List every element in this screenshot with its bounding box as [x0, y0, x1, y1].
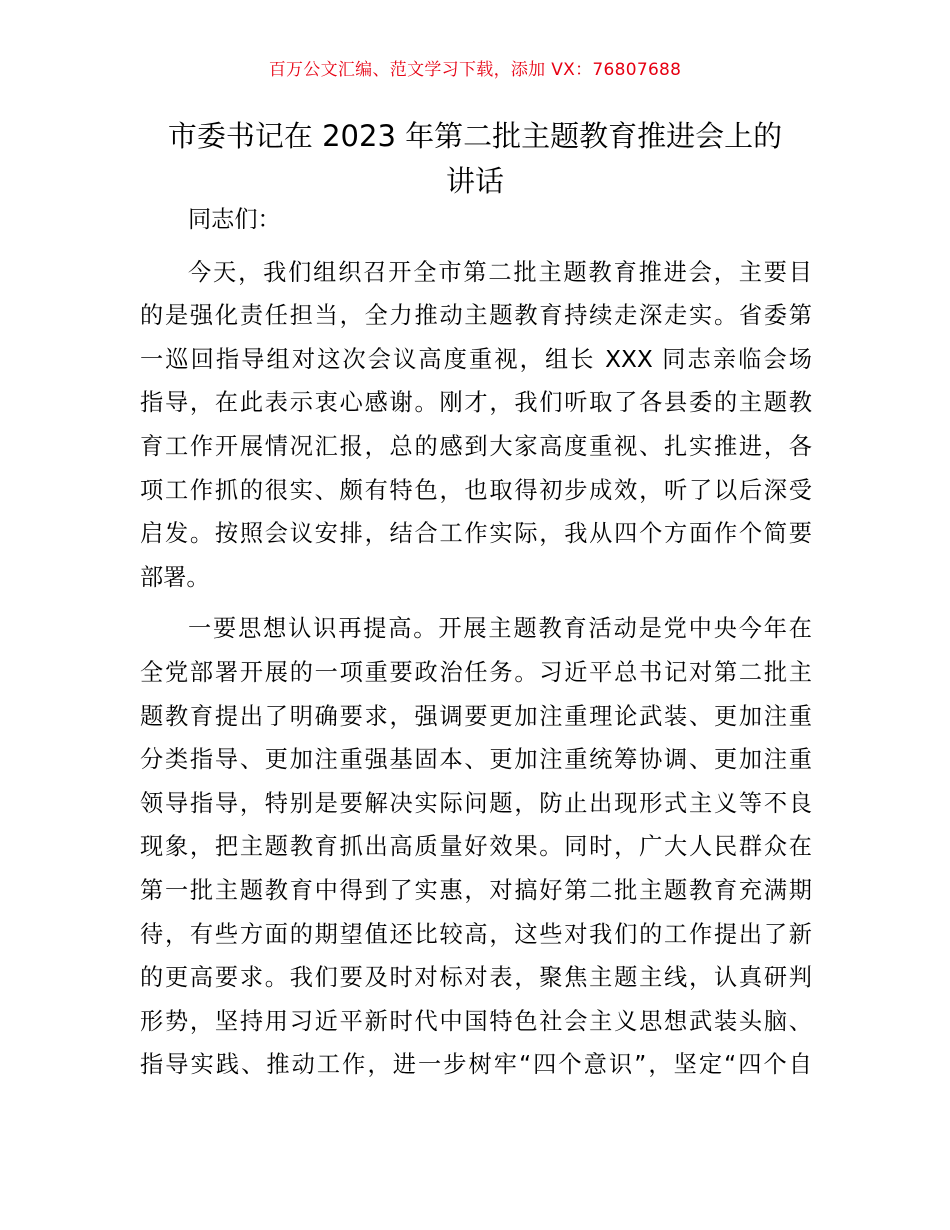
title-line: 讲话 [445, 164, 504, 198]
text-line: 部署。 [140, 563, 210, 591]
text-line: 分类指导、更加注重强基固本、更加注重统筹协调、更加注重 [140, 746, 812, 774]
watermark-banner: 百万公文汇编、范文学习下载，添加 VX：76807688 [268, 60, 682, 80]
text-line: 待，有些方面的期望值还比较高，这些对我们的工作提出了新 [140, 920, 812, 948]
text-line: 全党部署开展的一项重要政治任务。习近平总书记对第二批主 [140, 658, 812, 686]
paragraph-point-one [140, 607, 812, 1087]
text-line: 指导，在此表示衷心感谢。刚才，我们听取了各县委的主题教 [140, 389, 812, 417]
text-line: 形势，坚持用习近平新时代中国特色社会主义思想武装头脑、 [140, 1007, 812, 1035]
text-line: 题教育提出了明确要求，强调要更加注重理论武装、更加注重 [140, 702, 812, 730]
text-line: 的更高要求。我们要及时对标对表，聚焦主题主线，认真研判 [140, 964, 812, 992]
paragraph-opening [140, 251, 812, 600]
text-line: 的是强化责任担当，全力推动主题教育持续走深走实。省委第 [140, 302, 812, 330]
text-line: 育工作开展情况汇报，总的感到大家高度重视、扎实推进，各 [140, 432, 812, 460]
title-line: 市委书记在 2023 年第二批主题教育推进会上的 [167, 119, 783, 153]
document-body [140, 198, 812, 1095]
salutation: 同志们： [188, 206, 281, 233]
text-line: 项工作抓的很实、颇有特色，也取得初步成效，听了以后深受 [140, 476, 812, 504]
document-title [140, 114, 810, 204]
text-line: 第一批主题教育中得到了实惠，对搞好第二批主题教育充满期 [140, 876, 812, 904]
text-line: 领导指导，特别是要解决实际问题，防止出现形式主义等不良 [140, 789, 812, 817]
text-line: 指导实践、推动工作，进一步树牢“四个意识”，坚定“四个自 [140, 1051, 812, 1079]
text-line: 一要思想认识再提高。开展主题教育活动是党中央今年在 [188, 615, 812, 643]
text-line: 今天，我们组织召开全市第二批主题教育推进会，主要目 [188, 258, 812, 286]
text-line: 一巡回指导组对这次会议高度重视，组长 XXX 同志亲临会场 [140, 345, 812, 373]
text-line: 现象，把主题教育抓出高质量好效果。同时，广大人民群众在 [140, 833, 812, 861]
text-line: 启发。按照会议安排，结合工作实际，我从四个方面作个简要 [140, 520, 812, 548]
